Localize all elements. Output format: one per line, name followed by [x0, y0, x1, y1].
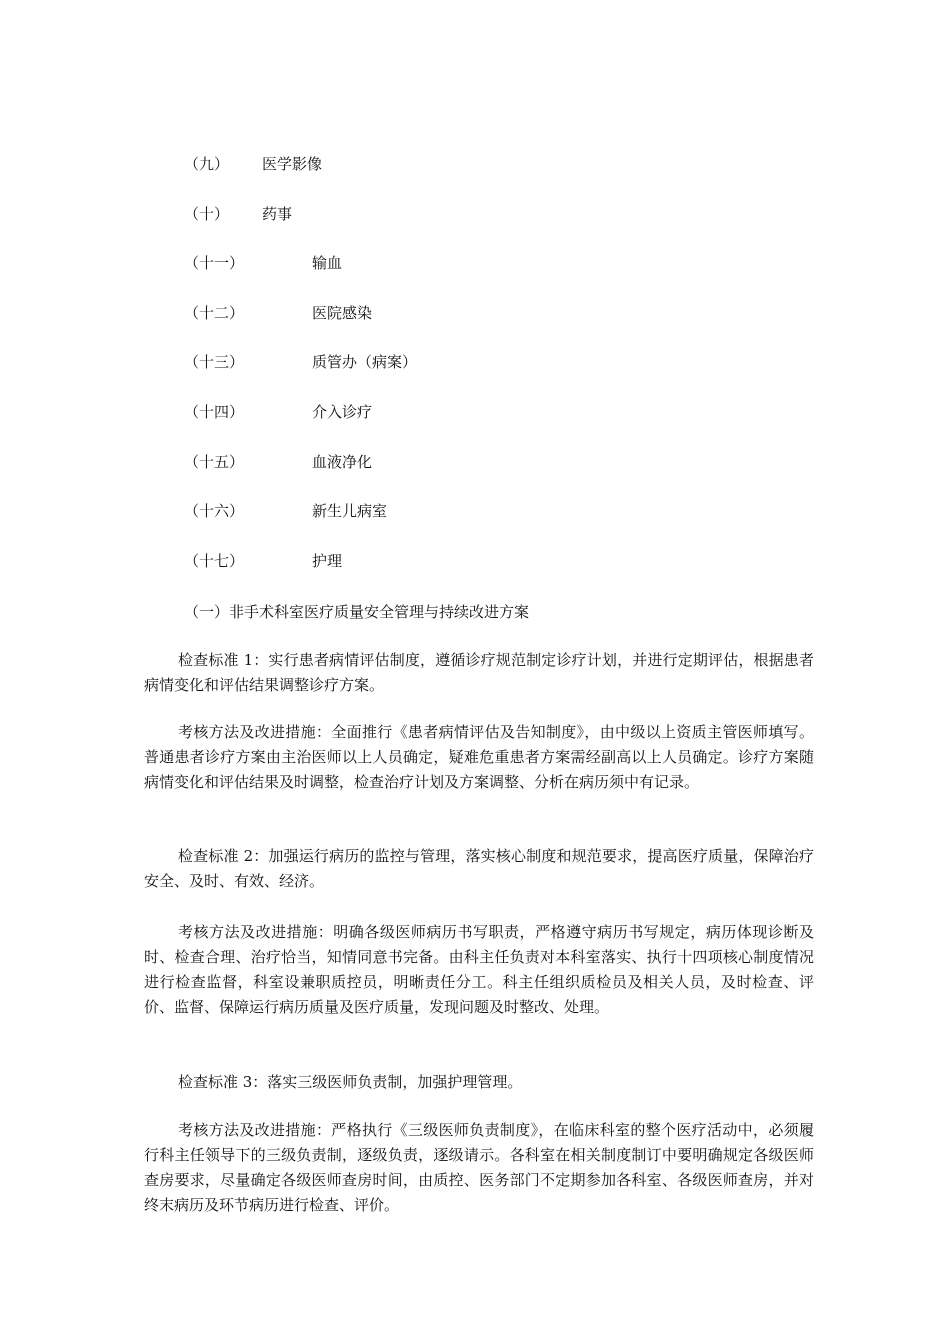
list-item-text: 血液净化 — [312, 453, 373, 471]
list-item-text: 医学影像 — [262, 155, 323, 173]
list-item-text: 新生儿病室 — [312, 502, 388, 520]
list-item-number: （十一） — [184, 254, 245, 272]
paragraph-standard-3: 检查标准 3：落实三级医师负责制，加强护理管理。 — [178, 1073, 523, 1091]
list-item-text: 护理 — [312, 552, 343, 570]
section-heading: （一）非手术科室医疗质量安全管理与持续改进方案 — [184, 603, 530, 621]
paragraph-measures-3: 考核方法及改进措施：严格执行《三级医师负责制度》，在临床科室的整个医疗活动中，必须履行科主任领导下的三级负责制，逐级负责，逐级请示。各科室在相关制度制订中要明确规定各级医师查房要求，尽量确定各级医师查房时间，由质控、医务部门不定期参加各科室、各级医师查房，并对终末病历及环节病历进行检查、评价。 — [144, 1121, 814, 1214]
paragraph-measures-2: 考核方法及改进措施：明确各级医师病历书写职责，严格遵守病历书写规定，病历体现诊断及时、检查合理、治疗恰当，知情同意书完备。由科主任负责对本科室落实、执行十四项核心制度情况进行检查监督，科室设兼职质控员，明晰责任分工。科主任组织质检员及相关人员，及时检查、评价、监督、保障运行病历质量及医疗质量，发现问题及时整改、处理。 — [144, 923, 814, 1016]
list-item-number: （十三） — [184, 353, 245, 371]
list-item-number: （十五） — [184, 453, 245, 471]
list-item-number: （十二） — [184, 304, 245, 322]
list-item-number: （十七） — [184, 552, 245, 570]
list-item-text: 介入诊疗 — [312, 403, 373, 421]
paragraph-standard-2: 检查标准 2：加强运行病历的监控与管理，落实核心制度和规范要求，提高医疗质量，保障治疗安全、及时、有效、经济。 — [144, 847, 814, 890]
paragraph-standard-1: 检查标准 1：实行患者病情评估制度，遵循诊疗规范制定诊疗计划，并进行定期评估，根据患者病情变化和评估结果调整诊疗方案。 — [144, 651, 814, 694]
list-item-text: 药事 — [262, 205, 293, 223]
list-item-text: 质管办（病案） — [312, 353, 418, 371]
list-item-text: 医院感染 — [312, 304, 373, 322]
paragraph-measures-1: 考核方法及改进措施：全面推行《患者病情评估及告知制度》，由中级以上资质主管医师填写。普通患者诊疗方案由主治医师以上人员确定，疑难危重患者方案需经副高以上人员确定。诊疗方案随病情变化和评估结果及时调整，检查治疗计划及方案调整、分析在病历须中有记录。 — [144, 723, 814, 791]
list-item-number: （九） — [184, 155, 230, 173]
list-item-number: （十四） — [184, 403, 245, 421]
list-item-text: 输血 — [312, 254, 343, 272]
list-item-number: （十六） — [184, 502, 245, 520]
list-item-number: （十） — [184, 205, 230, 223]
